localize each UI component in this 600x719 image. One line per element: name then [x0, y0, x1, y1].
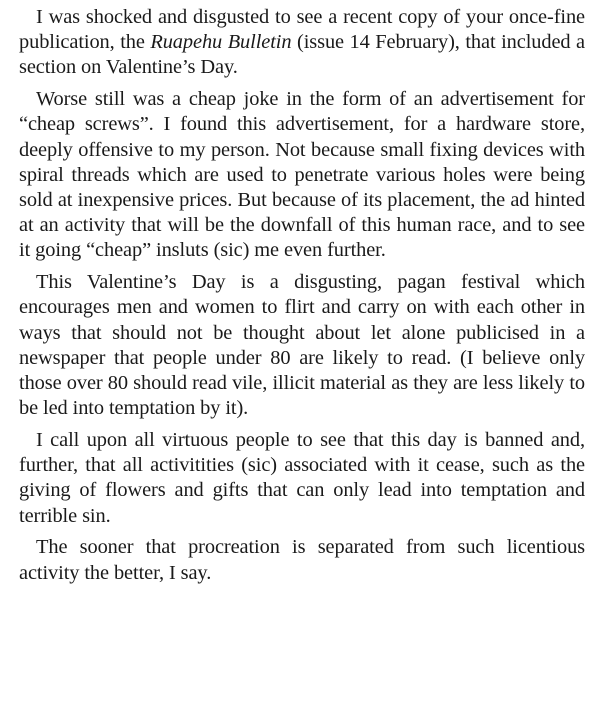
- letter-page: [19, 0, 585, 719]
- paragraph-1-text-start: I was shocked and disgusted to see a recent copy of your once-fine publication, the: [19, 6, 585, 54]
- paragraph-1-text-end: (issue 14 February), that included a section on Valentine’s Day.: [19, 31, 585, 79]
- paragraph-5: The sooner that procreation is separated from such licentious activity the better, I say.: [19, 536, 585, 584]
- paragraph-4: I call upon all virtuous people to see that this day is banned and, further, that all activitities (sic) associated with it cease, such as the giving of flowers and gifts that can only lead into temptation and terrible sin.: [19, 429, 585, 527]
- paragraph-2: Worse still was a cheap joke in the form of an advertisement for “cheap screws”. I found this advertisement, for a hardware store, deeply offensive to my person. Not because small fixing devices with spiral threads which are used to penetrate various holes were being sold at inexpensive prices. But because of its placement, the ad hinted at an activity that will be the downfall of this human race, and to see it going “cheap” insluts (sic) me even further.: [19, 88, 585, 262]
- publication-title: Ruapehu Bulletin: [150, 31, 292, 54]
- paragraph-3: This Valentine’s Day is a disgusting, pagan festival which encourages men and women to flirt and carry on with each other in ways that should not be thought about let alone publicised in a newspaper that people under 80 are likely to read. (I believe only those over 80 should read vile, illicit material as they are less likely to be led into temptation by it).: [19, 271, 585, 420]
- paragraph-1: [19, 5, 585, 81]
